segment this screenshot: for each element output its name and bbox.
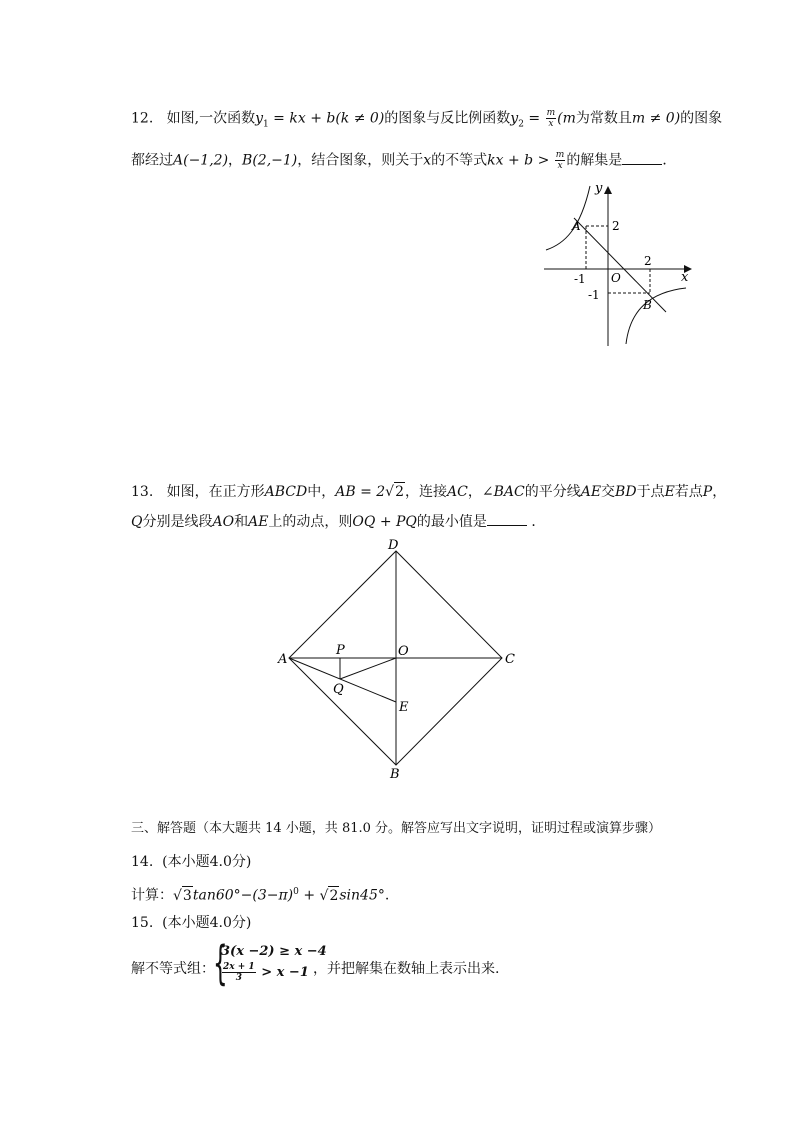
q15-meta: (本小题4.0分) [162, 915, 252, 931]
label-b: B [390, 767, 400, 782]
q14-part2: + [298, 887, 320, 904]
q13-ab-eq: AB = 2 [335, 484, 386, 500]
q13-ae2: AE [248, 514, 269, 530]
q12-text-1a: 如图,一次函数 [166, 110, 256, 127]
tick-x-2: 2 [644, 254, 652, 268]
q13-text-2b: 和 [234, 514, 249, 530]
q13-p: P [702, 484, 713, 500]
q13-bac: BAC [493, 484, 525, 500]
y-axis-arrow [604, 186, 612, 194]
q13-bd: BD [615, 484, 637, 500]
q15-prefix: 解不等式组： [131, 961, 215, 977]
q13-text-1c: ，连接 [405, 484, 448, 500]
q13-text-1i: ， [712, 484, 727, 500]
q15-header [131, 914, 251, 932]
q12-text-1f: 的图象 [680, 110, 723, 127]
label-a: A [278, 652, 288, 667]
q12-end: ． [662, 152, 677, 169]
q12-number: 12. [131, 110, 154, 127]
q12-y2: y [510, 110, 519, 127]
q13-q: Q [131, 514, 143, 530]
q12-ineq: kx + b > [487, 152, 554, 169]
label-x: x [681, 270, 689, 285]
q15-fraction: $\frac{2x + 1}{3}$ [223, 962, 255, 983]
q12-text-1e: m ≠ 0) [631, 110, 681, 127]
q14-sqrt3: √3 [173, 887, 192, 904]
q12-fraction: $\frac{m}{x}$ [546, 108, 556, 129]
q12-point-b: B(2,−1) [242, 152, 298, 169]
label-origin: O [611, 271, 621, 285]
q13-sqrt: √2 [385, 484, 405, 500]
tick-x-neg1: -1 [574, 272, 586, 286]
label-e: E [399, 700, 409, 715]
q12-var-x: x [423, 152, 432, 169]
q12-sub1: 1 [263, 119, 269, 130]
hyperbola-branch-right [626, 288, 686, 344]
q12-graph [538, 180, 698, 350]
q13-ao: AO [212, 514, 235, 530]
q12-ineq-fraction: $\frac{m}{x}$ [555, 150, 565, 171]
q12-y1: y [255, 110, 263, 127]
q12-text-1c: (m [557, 110, 576, 127]
q13-text-1f: 交 [601, 484, 616, 500]
label-point-a: A [572, 219, 581, 233]
q15-eq1: 3(x −2) ≥ x −4 [221, 944, 327, 959]
q12-point-a: A(−1,2) [173, 152, 229, 169]
q15-inequality-system [213, 936, 327, 990]
q15-eq2: $\frac{2x + 1}{3}$ > x −1 [223, 962, 309, 983]
q15-number: 15. [131, 915, 154, 931]
label-point-b: B [643, 298, 652, 312]
q12-answer-blank[interactable] [622, 152, 662, 165]
q13-text-1b: 中， [307, 484, 336, 500]
q14-body [131, 883, 389, 905]
label-o: O [398, 644, 409, 659]
q13-text-1e: 的平分线 [524, 484, 581, 500]
q13-line1 [131, 482, 726, 501]
q13-ae: AE [580, 484, 602, 500]
q13-line2 [131, 513, 545, 531]
q14-meta: (本小题4.0分) [162, 854, 252, 870]
q12-eq2: = [523, 110, 545, 127]
q13-abcd: ABCD [264, 484, 308, 500]
q14-number: 14. [131, 854, 154, 870]
tick-y-neg1: -1 [588, 288, 600, 302]
q15-suffix: ，并把解集在数轴上表示出来. [313, 961, 500, 977]
q12-text-1b: 的图象与反比例函数 [384, 110, 511, 127]
q12-sub2: 2 [518, 119, 524, 130]
label-q: Q [333, 682, 344, 697]
q13-text-2c: 上的动点，则 [268, 514, 353, 530]
section-3-title: 三、解答题（本大题共 14 小题，共 81.0 分。解答应写出文字说明，证明过程或演算步骤） [131, 821, 662, 836]
label-y: y [595, 181, 603, 196]
q13-e: E [664, 484, 675, 500]
q14-exponent: 0 [293, 887, 299, 897]
tick-y-2: 2 [612, 219, 620, 233]
q12-comma: ， [228, 152, 243, 169]
brace-icon: { [213, 936, 228, 990]
label-d: D [388, 538, 399, 553]
q13-text-1h: 若点 [674, 484, 703, 500]
q12-text-1d: 为常数且 [575, 110, 632, 127]
q13-text-2a: 分别是线段 [142, 514, 213, 530]
q13-text-1g: 于点 [636, 484, 665, 500]
q13-square-figure [270, 535, 530, 785]
q12-text-2a: 都经过 [131, 152, 173, 169]
q12-text-2c: 的不等式 [431, 152, 488, 169]
q14-part1: tan60°−(3−π) [192, 887, 294, 904]
q13-answer-blank[interactable] [487, 513, 527, 526]
q14-prefix: 计算： [131, 887, 173, 904]
q12-text-2d: 的解集是 [566, 152, 623, 169]
label-c: C [505, 652, 515, 667]
q12-line2 [131, 150, 676, 171]
q13-end: ． [526, 514, 546, 530]
q12-eq1: = kx + b(k ≠ 0) [268, 110, 385, 127]
q14-header [131, 853, 251, 871]
q13-ac: AC [447, 484, 468, 500]
q14-part3: sin45° [339, 887, 385, 904]
q13-number: 13. [131, 484, 154, 500]
q12-text-2b: ，结合图象，则关于 [297, 152, 424, 169]
q14-end: . [384, 887, 390, 904]
q13-text-2d: 的最小值是 [416, 514, 487, 530]
segment-oq [340, 658, 396, 679]
q13-text-1d: ，∠ [467, 484, 494, 500]
q13-oq-pq: OQ + PQ [352, 514, 417, 530]
hyperbola-branch-left [546, 186, 590, 250]
q13-text-1a: 如图，在正方形 [166, 484, 265, 500]
q12-line1 [131, 108, 722, 133]
label-p: P [336, 643, 345, 658]
q14-sqrt2: √2 [319, 887, 339, 904]
